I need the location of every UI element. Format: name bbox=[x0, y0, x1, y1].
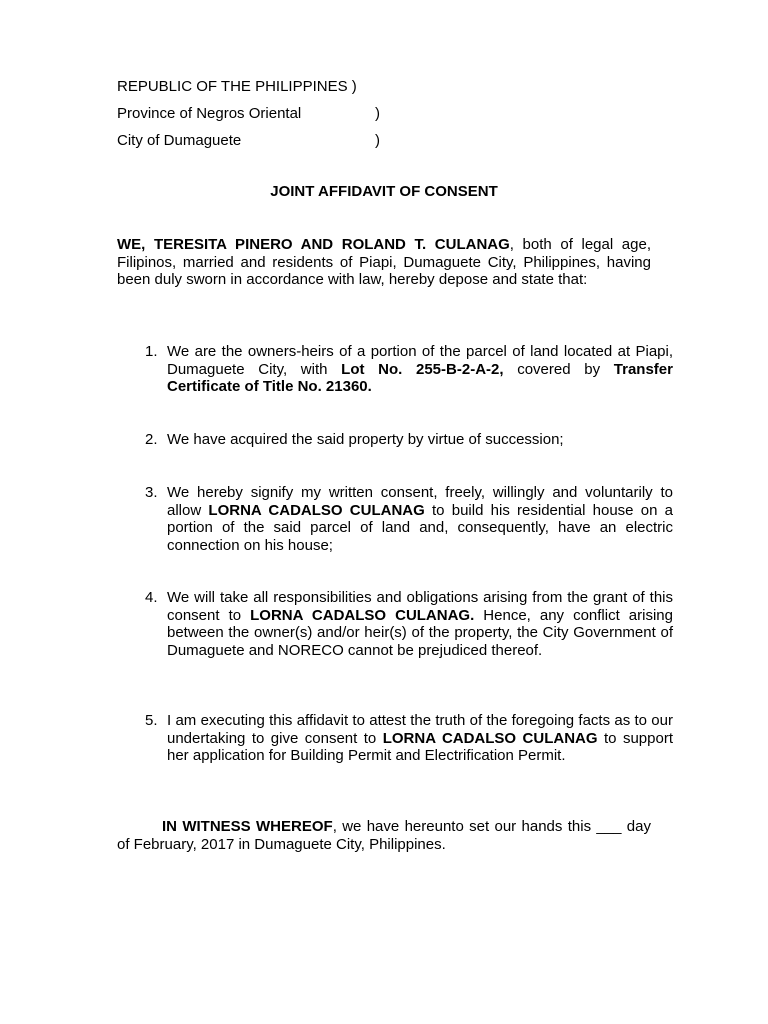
venue-line-city bbox=[117, 132, 380, 159]
witness-paragraph bbox=[117, 818, 651, 853]
witness-text: , we have hereunto set our hands this ___ day of February, 2017 in Dumaguete City, Philippines. bbox=[117, 818, 651, 853]
item-text: We will take all responsibilities and obligations arising from the grant of this consent to bbox=[167, 589, 673, 624]
item-bold-text: LORNA CADALSO CULANAG. bbox=[250, 606, 475, 624]
venue-paren: ) bbox=[375, 105, 380, 122]
item-text: We have acquired the said property by virtue of succession; bbox=[167, 431, 564, 448]
venue-paren: ) bbox=[375, 132, 380, 149]
statement-item-1 bbox=[145, 343, 673, 396]
item-text: to support her application for Building Permit and Electrification Permit. bbox=[167, 729, 673, 765]
statement-item-5 bbox=[145, 712, 673, 765]
intro-paragraph bbox=[117, 236, 651, 289]
item-text: We hereby signify my written consent, freely, willingly and voluntarily to allow bbox=[167, 484, 673, 519]
statement-item-4 bbox=[145, 589, 673, 659]
venue-line-province bbox=[117, 105, 380, 132]
item-text: We are the owners-heirs of a portion of the parcel of land located at Piapi, Dumaguete City, with bbox=[167, 343, 673, 378]
venue-line-republic bbox=[117, 78, 380, 105]
item-text: to build his residential house on a portion of the said parcel of land and, consequently, have an electric connection on his house; bbox=[167, 501, 673, 554]
venue-paren: ) bbox=[351, 78, 357, 95]
item-bold-text: Transfer Certificate of Title No. 21360. bbox=[167, 360, 673, 396]
statement-item-2 bbox=[145, 431, 673, 449]
document-title: JOINT AFFIDAVIT OF CONSENT bbox=[270, 183, 498, 200]
item-text: I am executing this affidavit to attest the truth of the foregoing facts as to our undertaking to give consent to bbox=[167, 712, 673, 747]
item-number: 4. bbox=[145, 589, 158, 606]
intro-text: , both of legal age, Filipinos, married and residents of Piapi, Dumaguete City, Philippines, having been duly sworn in accordance with law, hereby depose and state that: bbox=[117, 236, 651, 289]
item-number: 2. bbox=[145, 431, 158, 448]
item-number: 3. bbox=[145, 484, 158, 501]
item-number: 1. bbox=[145, 343, 158, 360]
venue-label: REPUBLIC OF THE PHILIPPINES bbox=[117, 78, 348, 95]
item-text: covered by bbox=[503, 360, 614, 378]
affiant-names: WE, TERESITA PINERO AND ROLAND T. CULANAG bbox=[117, 236, 510, 253]
statement-item-3 bbox=[145, 484, 673, 554]
witness-lead: IN WITNESS WHEREOF bbox=[162, 818, 333, 835]
venue-label: Province of Negros Oriental bbox=[117, 105, 302, 122]
item-number: 5. bbox=[145, 712, 158, 729]
item-text: Hence, any conflict arising between the owner(s) and/or heir(s) of the property, the City Government of Dumaguete and NORECO cannot be prejudiced thereof. bbox=[167, 606, 673, 659]
item-bold-text: LORNA CADALSO CULANAG bbox=[382, 729, 598, 747]
venue-label: City of Dumaguete bbox=[117, 132, 242, 149]
venue-block bbox=[117, 78, 380, 159]
item-bold-text: LORNA CADALSO CULANAG bbox=[208, 501, 425, 519]
item-bold-text: Lot No. 255-B-2-A-2, bbox=[341, 360, 504, 378]
